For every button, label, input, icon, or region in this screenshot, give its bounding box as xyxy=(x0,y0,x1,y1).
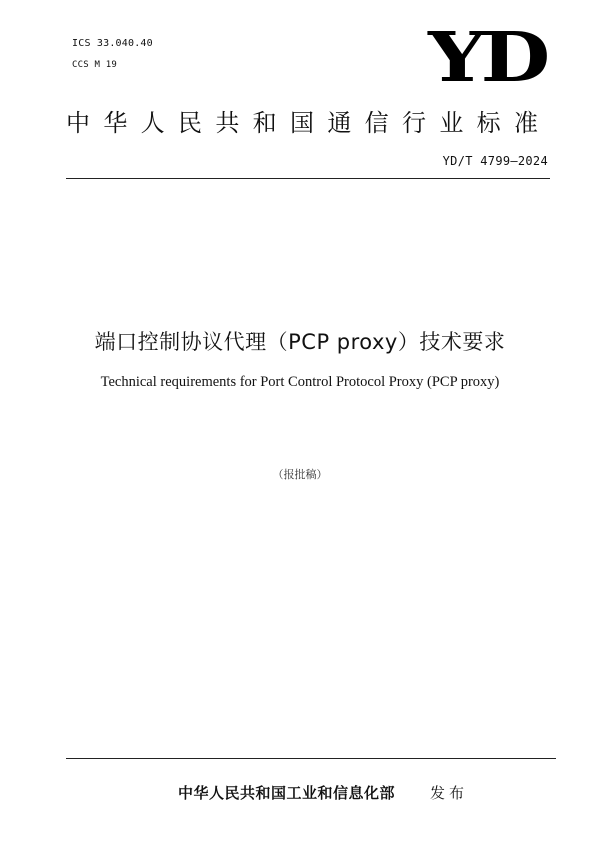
footer-divider xyxy=(66,758,556,759)
publish-label: 发布 xyxy=(430,784,469,802)
yd-logo: YD xyxy=(428,18,546,98)
publisher-name: 中华人民共和国工业和信息化部 xyxy=(178,784,396,802)
document-title-cn: 端口控制协议代理（PCP proxy）技术要求 xyxy=(94,330,506,354)
header-divider xyxy=(66,178,550,179)
draft-status: （报批稿） xyxy=(272,468,328,481)
ccs-code: CCS M 19 xyxy=(72,60,117,70)
document-title-en: Technical requirements for Port Control Protocol Proxy (PCP proxy) xyxy=(100,374,500,390)
ics-code: ICS 33.040.40 xyxy=(72,38,153,49)
organization-title: 中华人民共和国通信行业标准 xyxy=(66,109,540,137)
standard-code: YD/T 4799—2024 xyxy=(442,154,548,168)
